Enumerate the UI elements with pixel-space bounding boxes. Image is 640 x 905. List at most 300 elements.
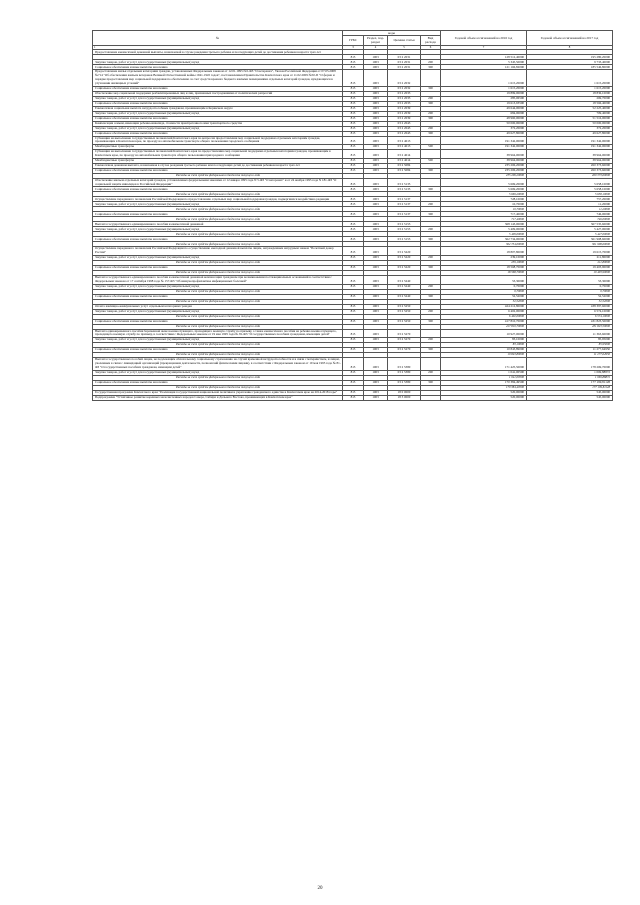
- row-amount-2017: 372,20000: [527, 126, 613, 131]
- header-2017: Годовой объем ассигнований на 2017 год: [527, 31, 613, 46]
- row-vr: 300: [421, 187, 441, 192]
- row-name: Закупка товаров, работ и услуг для государственных (муниципальных) нужд: [93, 255, 343, 260]
- row-name: Расходы за счет средств федерального бюджета текущего года: [93, 343, 343, 348]
- row-razdel: 1003: [364, 275, 388, 284]
- row-name: Подпрограмма "Устойчивое развитие коренных малочисленных народов Севера, Сибири и Дальнего Востока, проживающих в Камчатском крае": [93, 395, 343, 400]
- header-vr: Вид расхода: [421, 36, 441, 45]
- row-razdel: 1003: [364, 338, 388, 343]
- row-razdel: 1003: [364, 202, 388, 207]
- row-razdel: 1003: [364, 101, 388, 106]
- row-razdel: 1003: [364, 348, 388, 353]
- row-cst: 03 2 4013: [388, 136, 421, 145]
- row-name: Социальное обеспечение и иные выплаты населению: [93, 101, 343, 106]
- row-name: Расходы за счет средств федерального бюджета текущего года: [93, 324, 343, 329]
- table-body: [93, 45, 613, 400]
- row-name: Компенсация семьям, имеющим ребенка-инвалида, стоимости приобретенного ими транспортного средства: [93, 121, 343, 126]
- row-amount-2016: 49 627,80000: [441, 131, 527, 136]
- header-2016: Годовой объем ассигнований на 2016 год: [441, 31, 527, 46]
- row-vr: 300: [421, 265, 441, 270]
- row-amount-2017: 5 658,10000: [527, 192, 613, 197]
- row-amount-2017: 1 615,20000: [527, 86, 613, 91]
- row-amount-2016: 121 166,82000: [441, 65, 527, 70]
- row-amount-2016: 0,70000: [441, 289, 527, 294]
- row-grbs: 815: [343, 338, 364, 343]
- row-amount-2017: 361 908,60000: [527, 242, 613, 247]
- row-name: Обеспечение мер социальной поддержки реабилитированных лиц и лиц, признанных пострадавшими от политических репрессий: [93, 91, 343, 96]
- row-name: Социальное обеспечение и иные выплаты населению: [93, 86, 343, 91]
- row-amount-2017: 11 277,64950: [527, 353, 613, 358]
- row-amount-2016: 38 964,00000: [441, 158, 527, 163]
- row-amount-2017: 269,70000: [527, 96, 613, 101]
- row-name: Расходы за счет средств федерального бюджета текущего года: [93, 217, 343, 222]
- table-row: [93, 70, 613, 86]
- row-amount-2016: 19 613,93500: [441, 101, 527, 106]
- row-name: Закупка товаров, работ и услуг для государственных (муниципальных) нужд: [93, 202, 343, 207]
- row-amount-2017: 18 836,10000: [527, 91, 613, 96]
- table-row: [93, 395, 613, 400]
- row-vr: 300: [421, 212, 441, 217]
- row-grbs: 815: [343, 222, 364, 227]
- row-razdel: 1003: [364, 358, 388, 370]
- row-razdel: 1003: [364, 70, 388, 86]
- row-amount-2017: 431 823,50000: [527, 324, 613, 329]
- row-razdel: 1003: [364, 380, 388, 385]
- row-cst: 03 2 5135: [388, 187, 421, 192]
- row-grbs: 815: [343, 106, 364, 111]
- row-amount-2016: 362 734,00000: [441, 242, 527, 247]
- row-cst: 03 2 5084: [388, 163, 421, 168]
- row-amount-2017: 746,00000: [527, 217, 613, 222]
- row-amount-2016: 18 568,70000: [441, 270, 527, 275]
- row-razdel: 1003: [364, 126, 388, 131]
- row-razdel: 1003: [364, 131, 388, 136]
- row-razdel: 1003: [364, 158, 388, 163]
- row-grbs: 815: [343, 212, 364, 217]
- row-amount-2016: 53,30000: [441, 275, 527, 284]
- table-row: [93, 247, 613, 256]
- row-grbs: 815: [343, 131, 364, 136]
- row-cst: 03 2 5137: [388, 212, 421, 217]
- header-grbs: ГРБС: [343, 36, 364, 45]
- header-codes: коды: [343, 31, 441, 36]
- row-name: Обеспечение жильем отдельных категорий граждан, установленных федеральными законами от 12 января 1995 года N 5-ФЗ "О ветеранах" и от 24 ноября 1995 года N 181-ФЗ "О социальной защите инвалидов в Российской Федерации": [93, 178, 343, 187]
- row-name: Социальное обеспечение и иные выплаты населению: [93, 319, 343, 324]
- row-name: Межбюджетные трансферты: [93, 158, 343, 163]
- row-amount-2016: 1 615,20000: [441, 70, 527, 86]
- row-amount-2016: 19 899,00000: [441, 91, 527, 96]
- row-name: Государственная программа Камчатского края "Реализация государственной национальной политики и укрепление гражданского единства в Камчатском крае на 2014-2018 годы": [93, 390, 343, 395]
- row-name: Расходы за счет средств федерального бюджета текущего года: [93, 260, 343, 265]
- row-grbs: 815: [343, 358, 364, 370]
- row-amount-2017: 19 403,90000: [527, 270, 613, 275]
- row-razdel: 1003: [364, 96, 388, 101]
- row-amount-2017: 177 199,81128: [527, 385, 613, 390]
- row-name: Расходы за счет средств федерального бюджета текущего года: [93, 314, 343, 319]
- row-name: Закупка товаров, работ и услуг для государственных (муниципальных) нужд: [93, 126, 343, 131]
- row-name: Субвенции на выполнение государственных полномочий Камчатского края по предоставлению мер социальной поддержки отдельным категориям граждан, проживающим в Камчатском крае, по проезду на автомобильном транспорте общего пользования пригородного сообщения: [93, 150, 343, 159]
- row-grbs: 815: [343, 247, 364, 256]
- row-name: Расходы за счет средств федерального бюджета текущего года: [93, 207, 343, 212]
- table-row: [93, 150, 613, 159]
- row-vr: 300: [421, 131, 441, 136]
- row-amount-2016: 5 409,00000: [441, 232, 527, 237]
- row-razdel: 1003: [364, 237, 388, 242]
- row-grbs: 815: [343, 65, 364, 70]
- row-razdel: 1003: [364, 329, 388, 338]
- row-name: Расходы за счет средств федерального бюджета текущего года: [93, 289, 343, 294]
- table-row: [93, 136, 613, 145]
- row-amount-2017: 191 342,00000: [527, 145, 613, 150]
- row-amount-2016: 5 669,20000: [441, 192, 527, 197]
- row-name: Социальное обеспечение и иные выплаты населению: [93, 212, 343, 217]
- row-amount-2016: 49 644,00000: [441, 106, 527, 111]
- row-cst: 03 2 2039: [388, 116, 421, 121]
- row-amount-2017: 38 964,00000: [527, 158, 613, 163]
- row-razdel: 1003: [364, 222, 388, 227]
- row-vr: 200: [421, 284, 441, 289]
- row-name: Социальное обеспечение и иные выплаты населению: [93, 116, 343, 121]
- row-amount-2017: 11,20000: [527, 202, 613, 207]
- row-cst: 03 2 5380: [388, 380, 421, 385]
- row-amount-2016: 368 143,00000: [441, 222, 527, 227]
- row-vr: 200: [421, 370, 441, 375]
- row-vr: [421, 329, 441, 338]
- row-razdel: 1003: [364, 111, 388, 116]
- row-amount-2017: 5 658,10000: [527, 187, 613, 192]
- row-vr: 200: [421, 202, 441, 207]
- row-grbs: 815: [343, 126, 364, 131]
- row-vr: 300: [421, 294, 441, 299]
- row-grbs: 815: [343, 101, 364, 106]
- row-razdel: 1003: [364, 197, 388, 202]
- row-amount-2016: 171 425,50000: [441, 358, 527, 370]
- row-cst: 03 2 5220: [388, 255, 421, 260]
- row-grbs: 815: [343, 309, 364, 314]
- table-row: [93, 358, 613, 370]
- row-amount-2017: 53,30000: [527, 275, 613, 284]
- row-vr: 300: [421, 101, 441, 106]
- colnum-6: 6: [421, 45, 441, 50]
- row-grbs: 815: [343, 319, 364, 324]
- row-name: Закупка товаров, работ и услуг для государственных (муниципальных) нужд: [93, 111, 343, 116]
- row-name: Оплата жилищно-коммунальных услуг отдельным категориям граждан: [93, 304, 343, 309]
- colnum-3: 3: [343, 45, 364, 50]
- row-amount-2017: 18 566,40000: [527, 101, 613, 106]
- row-amount-2016: 10,70000: [441, 202, 527, 207]
- row-razdel: 1003: [364, 86, 388, 91]
- row-name: Субвенции на выполнение государственных полномочий Камчатского края по вопросам предоставления мер социальной поддержки отдельным категориям граждан, проживающим в Камчатском крае, по проезду на автомобильном транспорте общего пользования городского сообщения: [93, 136, 343, 145]
- row-name: Предоставление ежемесячной денежной выплаты, назначаемой в случае рождения третьего ребенка и последующих детей до достижения ребенком возраста трех лет: [93, 50, 343, 55]
- row-amount-2016: 10 843,89000: [441, 353, 527, 358]
- page-number: 20: [317, 886, 323, 891]
- row-amount-2017: 211,80000: [527, 260, 613, 265]
- colnum-1: 1: [93, 45, 343, 50]
- row-name: Социальное обеспечение и иные выплаты населению: [93, 294, 343, 299]
- row-cst: 03 2 2032: [388, 86, 421, 91]
- row-vr: [421, 70, 441, 86]
- header-name: №: [93, 31, 343, 46]
- row-amount-2017: 0,70000: [527, 289, 613, 294]
- row-name: Выплата единовременного пособия беременной жене военнослужащего, проходящего военную службу по призыву, а также ежемесячного пособия на ребенка военнослужащего, проходящего военную службу по призыву, в соответствии с Федеральным законом от 19 мая 1995 года № 81-ФЗ "О государственных пособиях гражданам, имеющим детей": [93, 329, 343, 338]
- row-name: Расходы за счет средств федерального бюджета текущего года: [93, 192, 343, 197]
- row-name: Расходы за счет средств федерального бюджета текущего года: [93, 385, 343, 390]
- row-name: Социальное обеспечение и иные выплаты населению: [93, 237, 343, 242]
- row-razdel: 1003: [364, 168, 388, 173]
- row-grbs: 815: [343, 284, 364, 289]
- row-amount-2017: 0,70000: [527, 284, 613, 289]
- row-grbs: 815: [343, 275, 364, 284]
- row-name: Социальное обеспечение и иные выплаты населению: [93, 380, 343, 385]
- row-amount-2016: 235 206,20000: [441, 168, 527, 173]
- row-cst: 18 3 0000: [388, 395, 421, 400]
- row-amount-2017: 178 269,70000: [527, 358, 613, 370]
- row-cst: 03 2 4013: [388, 145, 421, 150]
- row-grbs: 815: [343, 145, 364, 150]
- row-razdel: 1003: [364, 309, 388, 314]
- row-amount-2017: 177 199,81128: [527, 380, 613, 385]
- row-vr: 300: [421, 380, 441, 385]
- row-vr: 200: [421, 111, 441, 116]
- row-cst: 03 2 4014: [388, 158, 421, 163]
- row-grbs: 815: [343, 163, 364, 168]
- row-amount-2016: 191 342,00000: [441, 145, 527, 150]
- row-cst: 03 2 5240: [388, 284, 421, 289]
- row-amount-2017: 260 373,60000: [527, 163, 613, 168]
- row-name: Осуществление переданного полномочия Российской Федерации по осуществлению ежегодной денежной выплаты лицам, награжденным нагрудным знаком "Почетный донор России": [93, 247, 343, 256]
- row-razdel: 1003: [364, 227, 388, 232]
- row-amount-2016: 1 615,20000: [441, 86, 527, 91]
- row-cst: 03 2 2031: [388, 60, 421, 65]
- row-name: Расходы за счет средств федерального бюджета текущего года: [93, 242, 343, 247]
- row-amount-2017: 709,40000: [527, 111, 613, 116]
- row-name: Осуществление переданного полномочия Российской Федерации по предоставлению отдельных мер социальной поддержки граждан, подвергшихся воздействию радиации: [93, 197, 343, 202]
- colnum-5: 5: [388, 45, 421, 50]
- row-cst: 03 2 2031: [388, 65, 421, 70]
- row-amount-2016: 6 402,00000: [441, 314, 527, 319]
- row-vr: [421, 247, 441, 256]
- row-amount-2017: 431 823,50000: [527, 319, 613, 324]
- row-razdel: 1003: [364, 395, 388, 400]
- row-razdel: 1003: [364, 370, 388, 375]
- row-vr: 200: [421, 96, 441, 101]
- row-amount-2017: 211,80000: [527, 255, 613, 260]
- row-vr: 500: [421, 145, 441, 150]
- row-cst: 03 2 5380: [388, 370, 421, 375]
- row-grbs: 815: [343, 265, 364, 270]
- row-grbs: 815: [343, 86, 364, 91]
- row-cst: 03 2 5137: [388, 197, 421, 202]
- row-amount-2016: 38 964,00000: [441, 150, 527, 159]
- row-amount-2017: 1 069,88872: [527, 375, 613, 380]
- row-grbs: 815: [343, 70, 364, 86]
- row-cst: 03 2 2043: [388, 126, 421, 131]
- row-vr: 300: [421, 319, 441, 324]
- colnum-4: 4: [364, 45, 388, 50]
- row-grbs: 815: [343, 121, 364, 126]
- row-cst: 03 2 2033: [388, 91, 421, 96]
- row-amount-2017: 185 546,80000: [527, 65, 613, 70]
- row-razdel: 1003: [364, 55, 388, 60]
- row-vr: 300: [421, 348, 441, 353]
- row-amount-2017: 260 373,60000: [527, 168, 613, 173]
- row-amount-2017: 85,95000: [527, 338, 613, 343]
- row-amount-2016: 5 669,20000: [441, 178, 527, 187]
- row-cst: 03 2 2039: [388, 106, 421, 111]
- row-name: Расходы за счет средств федерального бюджета текущего года: [93, 173, 343, 178]
- row-razdel: 1003: [364, 265, 388, 270]
- row-amount-2016: 191 342,00000: [441, 136, 527, 145]
- row-name: Выплата государственного единовременного пособия и ежемесячной денежной компенсации гражданам при возникновении поствакцинальных осложнений в соответствии с Федеральным законом от 17 сентября 1998 года № 157-ФЗ "Об иммунопрофилактике инфекционных болезней": [93, 275, 343, 284]
- row-cst: 03 2 5270: [388, 329, 421, 338]
- row-cst: 03 2 5270: [388, 338, 421, 343]
- row-amount-2016: 520,00000: [441, 390, 527, 395]
- row-vr: 200: [421, 126, 441, 131]
- row-vr: 200: [421, 60, 441, 65]
- row-grbs: 815: [343, 150, 364, 159]
- row-cst: 03 2 5153: [388, 227, 421, 232]
- row-vr: 200: [421, 255, 441, 260]
- row-amount-2017: 5 427,00000: [527, 232, 613, 237]
- row-grbs: 815: [343, 202, 364, 207]
- row-amount-2017: 5 427,00000: [527, 227, 613, 232]
- row-vr: [421, 136, 441, 145]
- row-name: Закупка товаров, работ и услуг для государственных (муниципальных) нужд: [93, 284, 343, 289]
- row-name: Ежемесячная денежная выплата, назначаемая в случае рождения третьего ребенка или последующих детей до достижения ребенком возраста трех лет: [93, 163, 343, 168]
- row-razdel: 1003: [364, 65, 388, 70]
- row-amount-2017: 51 516,00000: [527, 116, 613, 121]
- row-amount-2016: 83,10000: [441, 338, 527, 343]
- row-name: Закупка товаров, работ и услуг для государственных (муниципальных) нужд: [93, 338, 343, 343]
- row-amount-2016: 5 409,00000: [441, 227, 527, 232]
- row-cst: 03 2 2033: [388, 96, 421, 101]
- row-amount-2016: 0,70000: [441, 284, 527, 289]
- row-razdel: 1003: [364, 116, 388, 121]
- row-cst: 03 2 5380: [388, 358, 421, 370]
- row-amount-2017: 11 277,64950: [527, 348, 613, 353]
- row-razdel: 1003: [364, 106, 388, 111]
- row-amount-2017: 361 908,60000: [527, 237, 613, 242]
- row-amount-2016: 717,40000: [441, 212, 527, 217]
- row-vr: [421, 358, 441, 370]
- row-amount-2016: 1 041,00500: [441, 370, 527, 375]
- row-amount-2016: 717,40000: [441, 217, 527, 222]
- row-amount-2017: 52,52000: [527, 299, 613, 304]
- row-amount-2016: 52,52000: [441, 299, 527, 304]
- row-name: Социальное обеспечение и иные выплаты населению: [93, 168, 343, 173]
- row-vr: 200: [421, 338, 441, 343]
- row-grbs: 815: [343, 178, 364, 187]
- row-amount-2016: 52,52000: [441, 294, 527, 299]
- row-cst: 03 2 5270: [388, 348, 421, 353]
- row-vr: 500: [421, 158, 441, 163]
- row-amount-2017: 19 615,70000: [527, 247, 613, 256]
- row-cst: 03 2 2033: [388, 101, 421, 106]
- header-cst: Целевая статья: [388, 36, 421, 45]
- row-cst: 03 2 5250: [388, 319, 421, 324]
- row-amount-2017: 1 069,88872: [527, 370, 613, 375]
- row-grbs: 815: [343, 136, 364, 145]
- row-amount-2017: 49 627,80000: [527, 131, 613, 136]
- row-grbs: 815: [343, 294, 364, 299]
- row-razdel: 1003: [364, 284, 388, 289]
- row-amount-2017: 6 574,10000: [527, 309, 613, 314]
- row-amount-2016: 684,00000: [441, 111, 527, 116]
- budget-table-page: [92, 30, 612, 401]
- row-vr: [421, 275, 441, 284]
- row-amount-2016: 6 402,00000: [441, 309, 527, 314]
- row-name: Выплата государственных пособий лицам, не подлежащим обязательному социальному страхованию на случай временной нетрудоспособности и в связи с материнством, и лицам, уволенным в связи с ликвидацией организаций (прекращением деятельности, полномочий физическими лицами), в соответствии с Федеральным законом от 19 мая 1995 года № 81-ФЗ "О государственных пособиях гражданам, имеющим детей": [93, 358, 343, 370]
- row-grbs: 815: [343, 197, 364, 202]
- row-cst: 03 2 5137: [388, 202, 421, 207]
- row-cst: 03 2 5220: [388, 247, 421, 256]
- row-amount-2017: 1 615,20000: [527, 70, 613, 86]
- row-amount-2016: 235 206,20000: [441, 173, 527, 178]
- row-razdel: 1003: [364, 60, 388, 65]
- row-amount-2016: 10 843,89000: [441, 348, 527, 353]
- row-amount-2017: 52 225,40000: [527, 106, 613, 111]
- row-amount-2016: 520,00000: [441, 395, 527, 400]
- row-vr: 200: [421, 309, 441, 314]
- row-razdel: 1003: [364, 91, 388, 96]
- row-grbs: 815: [343, 237, 364, 242]
- row-cst: 03 2 5135: [388, 178, 421, 187]
- row-amount-2017: 191 342,00000: [527, 136, 613, 145]
- row-name: Социальное обеспечение и иные выплаты населению: [93, 131, 343, 136]
- row-razdel: 1003: [364, 319, 388, 324]
- row-grbs: 815: [343, 380, 364, 385]
- row-cst: 03 2 2039: [388, 111, 421, 116]
- row-name: Закупка товаров, работ и услуг для государственных (муниципальных) нужд: [93, 60, 343, 65]
- row-cst: 03 2 5153: [388, 222, 421, 227]
- row-amount-2017: 19 403,90000: [527, 265, 613, 270]
- row-amount-2017: 85,95000: [527, 343, 613, 348]
- row-grbs: 815: [343, 370, 364, 375]
- row-amount-2016: 239,10000: [441, 255, 527, 260]
- row-amount-2016: 372,20000: [441, 126, 527, 131]
- table-row: [93, 275, 613, 284]
- row-vr: 300: [421, 237, 441, 242]
- row-razdel: 1003: [364, 145, 388, 150]
- row-name: Социальное обеспечение и иные выплаты населению: [93, 65, 343, 70]
- row-cst: 03 2 5220: [388, 265, 421, 270]
- row-amount-2016: 170 384,49500: [441, 385, 527, 390]
- row-grbs: 815: [343, 96, 364, 101]
- row-razdel: 1003: [364, 294, 388, 299]
- row-razdel: 1003: [364, 150, 388, 159]
- row-amount-2016: 235 206,20000: [441, 163, 527, 168]
- row-amount-2017: 545,00000: [527, 395, 613, 400]
- row-grbs: 815: [343, 255, 364, 260]
- row-name: Социальное обеспечение и иные выплаты населению: [93, 265, 343, 270]
- row-razdel: 1003: [364, 121, 388, 126]
- row-name: Межбюджетные трансферты: [93, 145, 343, 150]
- row-cst: 03 2 2031: [388, 55, 421, 60]
- row-amount-2016: 170 384,49500: [441, 380, 527, 385]
- row-amount-2016: 18 568,70000: [441, 265, 527, 270]
- row-vr: 300: [421, 168, 441, 173]
- row-razdel: 1003: [364, 255, 388, 260]
- row-amount-2017: 5 658,10000: [527, 178, 613, 187]
- row-grbs: 815: [343, 304, 364, 309]
- row-name: Ежемесячная социальная выплата нетрудоспособным гражданам, проживающим в Корякском округе: [93, 106, 343, 111]
- row-name: Социальное обеспечение и иные выплаты населению: [93, 348, 343, 353]
- row-grbs: 815: [343, 187, 364, 192]
- row-cst: 03 2 5250: [388, 304, 421, 309]
- row-amount-2017: 11,20000: [527, 207, 613, 212]
- row-cst: 03 2 5240: [388, 275, 421, 284]
- row-grbs: 815: [343, 168, 364, 173]
- row-grbs: 815: [343, 158, 364, 163]
